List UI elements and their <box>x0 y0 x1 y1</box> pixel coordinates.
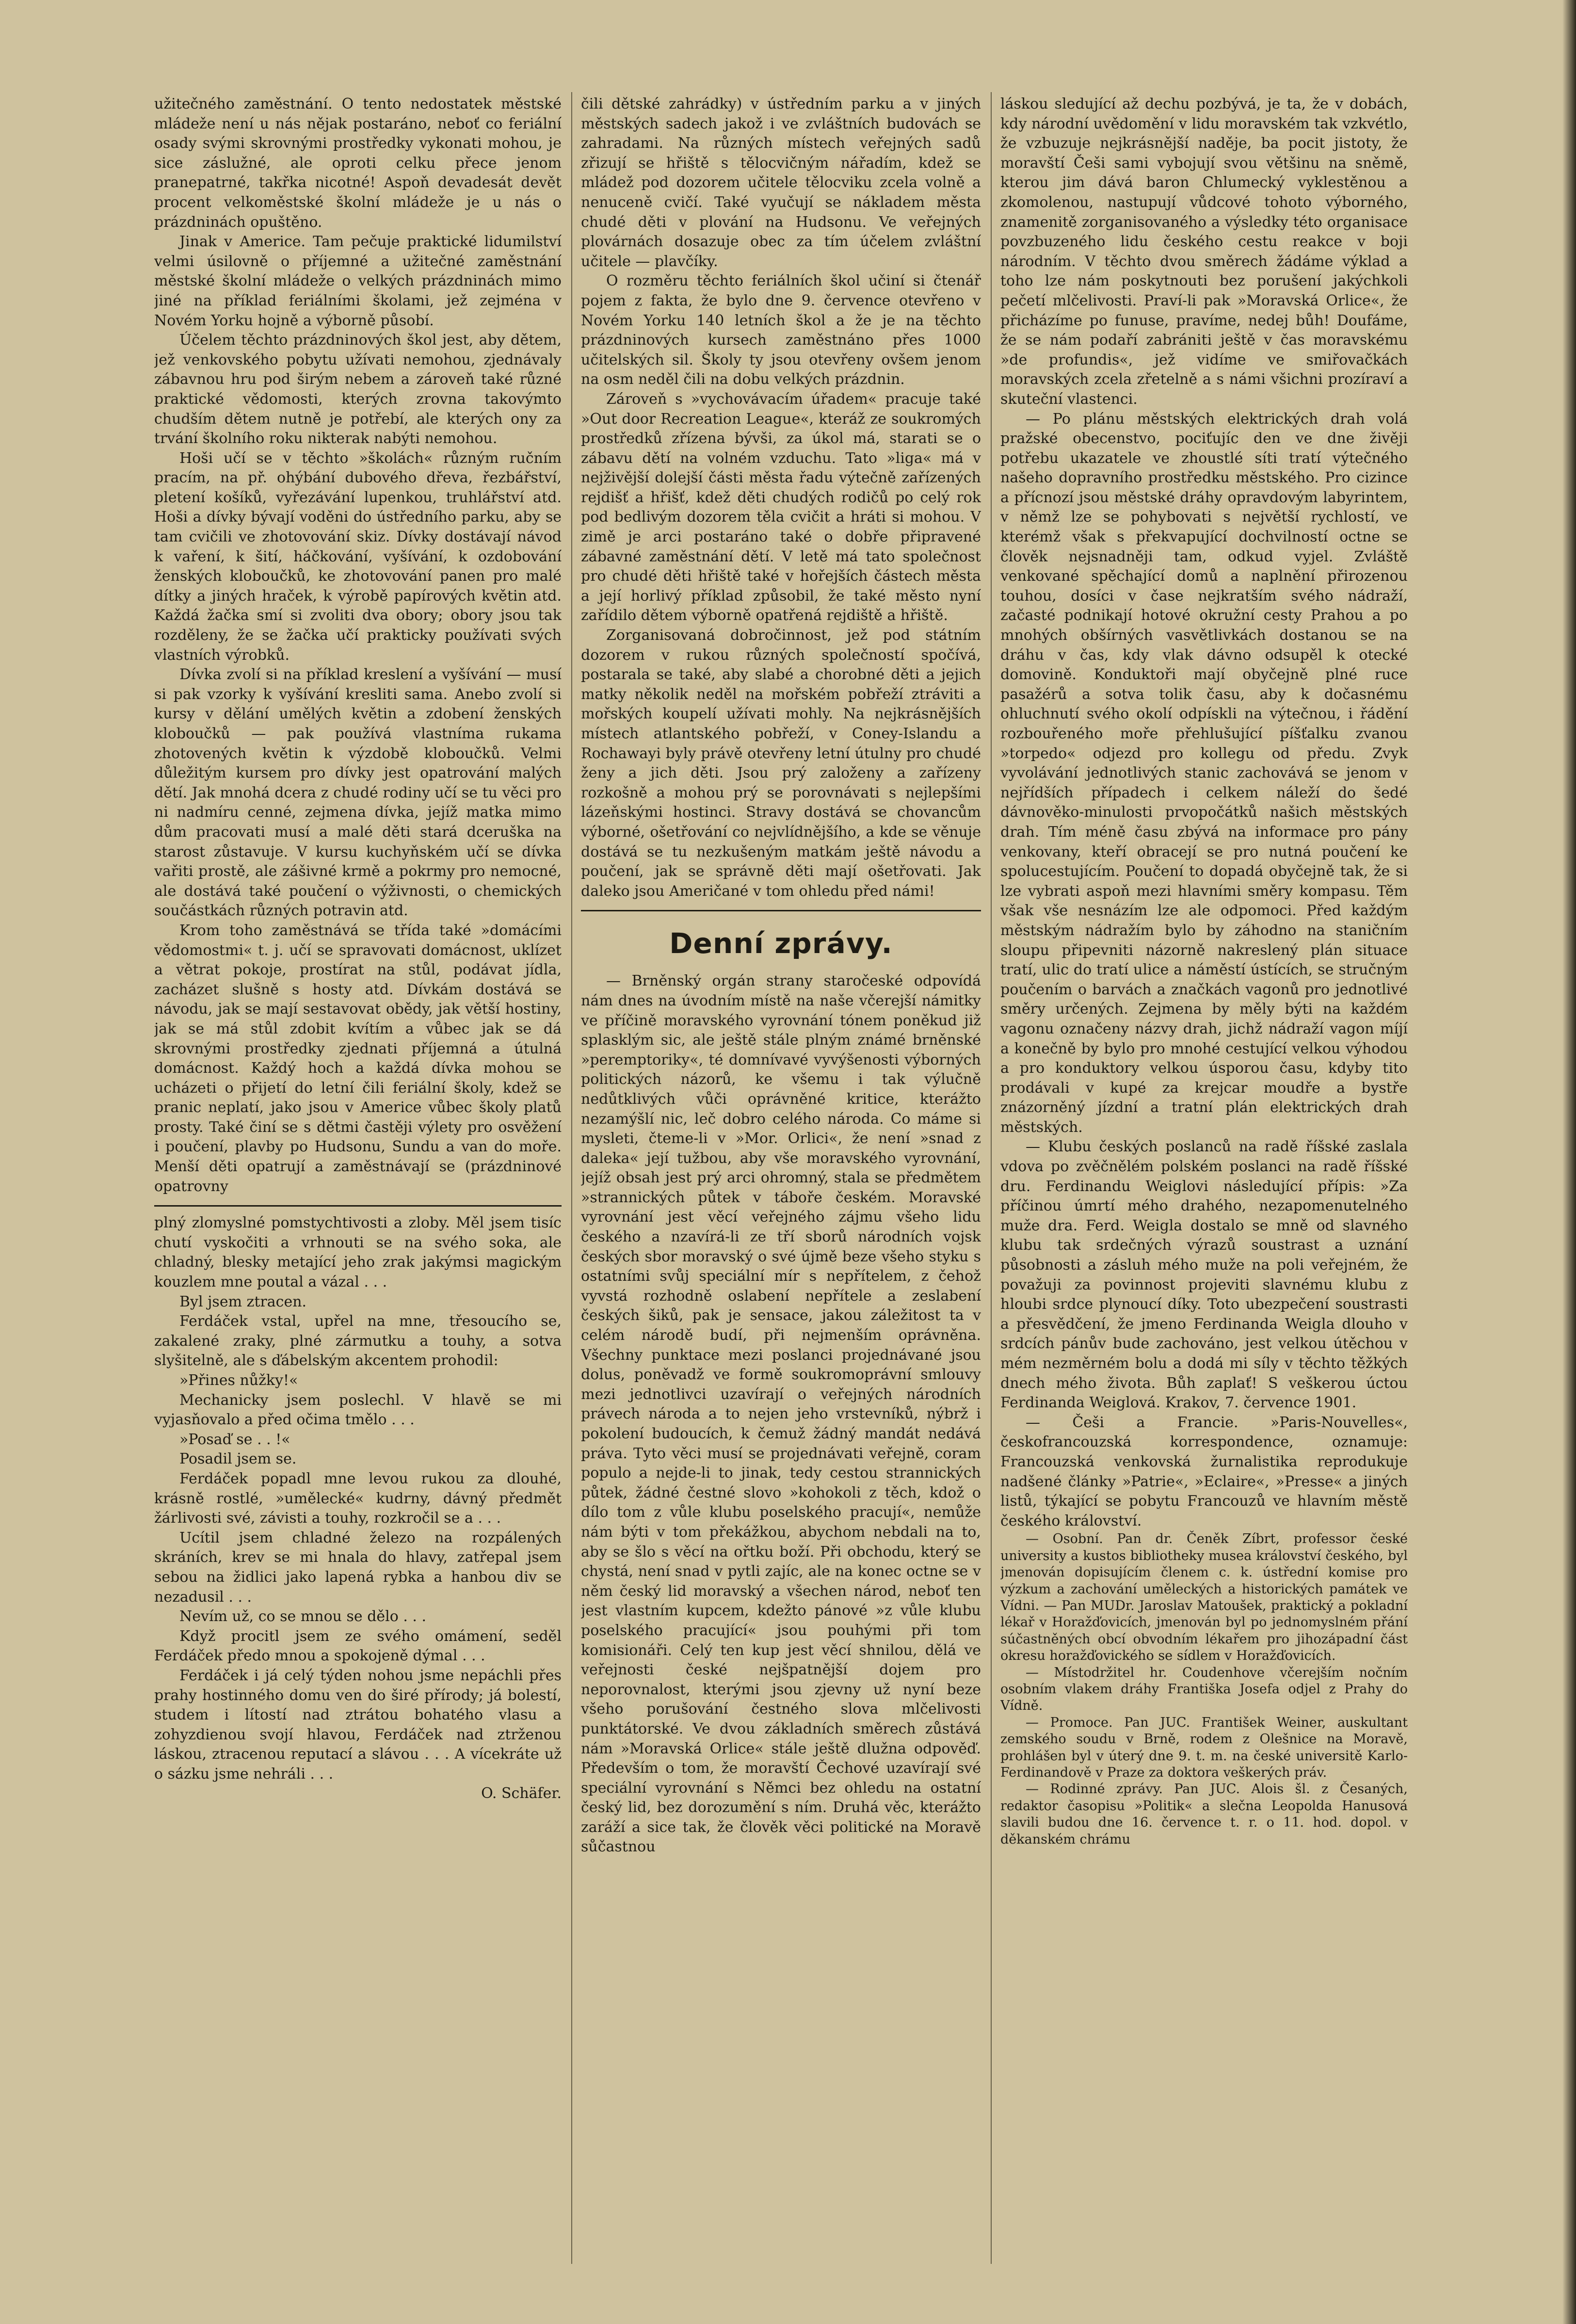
section-rule <box>154 1205 562 1207</box>
author-signature: O. Schäfer. <box>481 1785 562 1802</box>
paragraph: Ferdáček vstal, upřel na mne, třesoucího se, zakalené zraky, plné zármutku a touhy, a sotva slyšitelně, ale s ďábelským akcentem prohodil: <box>154 1313 562 1369</box>
paragraph: Zároveň s »vychovávacím úřadem« pracuje také »Out door Recreation League«, kteráž ze soukromých prostředků zřízena bývši, za úkol má, starati se o zábavu dětí na volném vzduchu. Tato »liga« má v nejživější dolejší části města řadu výtečně zařízených rejdišť a hřišť, kdež děti chudých rodičů po celý rok pod bedlivým dozorem těla cvičit a hráti si mohou. V zimě je arci postaráno také o dobře připravené zábavné zaměstnání dětí. V letě má tato společnost pro chudé děti hřiště také v hořejších částech města a její horlivý příklad způsobil, že také město nyní zařídilo dětem výborně opatřená rejdiště a hřiště. <box>581 390 981 624</box>
column-middle <box>581 95 981 2276</box>
paragraph: Nevím už, co se mnou se dělo . . . <box>179 1608 427 1625</box>
paragraph: láskou sledující až dechu pozbývá, je ta, že v dobách, kdy národní uvědomění v lidu moravském tak vzkvétlo, že vzbuzuje nejkrásnější naděje, ba pocit jistoty, že moravští Češi sami vybojují svou většinu na sněmě, kterou jim dává baron Chlumecký vyklestěnou a zkomolenou, nastupují vůdcové tohoto výborného, znamenitě zorganisovaného a výsledky této organisace povzbuzeného lidu českého cestu reakce v boji národním. V těchto dvou směrech žádáme výklad a toho lze nám poskytnouti bez porušení jakýchkoli pečetí mlčelivosti. Praví-li pak »Moravská Orlice«, že přicházíme po funuse, pravíme, nedej bůh! Doufáme, že se nám podaří zabrániti ještě v čas moravskému »de profundis«, jež vidíme ve smiřovačkách moravských zcela zřetelně a s námi všichni prozíraví a skuteční vlastenci. <box>1000 96 1408 408</box>
paragraph: — Rodinné zprávy. Pan JUC. Alois šl. z Česaných, redaktor časopisu »Politik« a slečna Leopolda Hanusová slavili budou dne 16. července t. r. o 11. hod. dopol. v děkanském chrámu <box>1000 1782 1408 1847</box>
paragraph: — Brněnský orgán strany staročeské odpovídá nám dnes na úvodním místě na naše včerejší námitky ve příčině moravského vyrovnání tónem poněkud již splasklým sic, ale ještě stále plným známé brněnské »peremptoriky«, té domnívavé vyvýšenosti výborných politických názorů, ke všemu i tak výlučně nedůtklivých vůči oprávněné kritice, kterážto nezamýšlí nic, leč dobro celého národa. Co máme si mysleti, čteme-li v »Mor. Orlici«, že není »snad z daleka« její tužbou, aby vše moravského vyrovnání, jejíž obsah jest prý arci ohromný, stala se předmětem »strannických půtek v táboře českém. Moravské vyrovnání jest věcí veřejného zájmu všeho lidu českého a nzavírá-li ze tří sborů národních vojsk českých sbor moravský o své újmě beze všeho styku s ostatními svůj speciální mír s nepřítelem, z čehož vyvstá rozhodně oslabení nepřítele a zeslabení českých šiků, pak je sensace, jakou záležitost ta v celém národě budí, při nejmenším oprávněna. Všechny punktace mezi poslanci projednávané jsou dolus, poněvadž ve formě soukromoprávní smlouvy mezi jednotlivci uzavírají o veřejných národních právech národa a to nejen jeho vrstevníků, nýbrž i pokolení budoucích, k čemuž žádný mandát nedává práva. Tyto věci musí se projednávati veřejně, coram populo a nejde-li to jinak, tedy cestou strannických půtek, žádné čestné slovo »kohokoli z těch, kdož o dílo tom z vůle klubu poselského pracují«, nemůže nám býti v tom překážkou, abychom nebdali na to, aby se šlo s věcí na ořtku boží. Při obchodu, který se chystá, není snad v pytli zajíc, ale na konec octne se v něm český lid moravský a všechen národ, neboť ten jest vlastním kupcem, kdežto pánové »z vůle klubu poselského pracující« jsou pouhými při tom komisionáři. Celý ten kup jest věcí shnilou, dělá ve veřejnosti české nejšpatnější dojem pro neporovnalost, kterými jsou zjevny už nyní beze všeho porušování čestného slova mlčelivosti punktátorské. Ve dvou základních směrech zůstává nám »Moravská Orlice« stále ještě dlužna odpověď. Především o tom, že moravští Čechové uzavírají své speciální vyrovnání s Němci bez ohledu na ostatní český lid, bez dorozumění s ním. Druhá věc, kterážto zaráží a sice tak, že člověk věci politické na Moravě sůčastnou <box>581 972 981 1856</box>
paragraph: Ferdáček popadl mne levou rukou za dlouhé, krásně rostlé, »umělecké« kudrny, dávný předmět žárlivosti své, závisti a touhy, rozkročil se a . . . <box>154 1470 562 1527</box>
section-rule <box>581 910 981 911</box>
paragraph: Krom toho zaměstnává se třída také »domácími vědomostmi« t. j. učí se spravovati domácnost, uklízet a větrat pokoje, prostírat na stůl, podávat jídla, zacházet slušně s hosty atd. Dívkám dostává se návodu, jak se mají sestavovat obědy, jak větší hostiny, jak se má stůl zdobit kvítím a vůbec jak se dá skrovnými prostředky zjednati příjemná a útulná domácnost. Každý hoch a každá dívka mohou se ucházeti o přijetí do letní čili feriální školy, kdež se pranic neplatí, jako jsou v Americe vůbec školy platů prosty. Také činí se s dětmi častěji výlety pro osvěžení i poučení, plavby po Hudsonu, Sundu a van do moře. Menší děti opatrují a zaměstnávají se (prázdninové opatrovny <box>154 922 562 1195</box>
paragraph: — Osobní. Pan dr. Čeněk Zíbrt, professor české university a kustos bibliotheky musea království českého, byl jmenován dopisujícím členem c. k. ústřední komise pro výzkum a zachování uměleckých a historických památek ve Vídni. — Pan MUDr. Jaroslav Matoušek, praktický a pokladní lékař v Horažďovicích, jmenován byl po jednomyslném přání súčastněných obcí obvodním lékařem pro jihozápadní část okresu horažďovického se sídlem v Horažďovicích. <box>1000 1531 1408 1664</box>
paragraph: O rozměru těchto feriálních škol učiní si čtenář pojem z fakta, že bylo dne 9. července otevřeno v Novém Yorku 140 letních škol a že je na těchto prázdninových kursech zaměstnáno přes 1000 učitelských sil. Školy ty jsou otevřeny ovšem jenom na osm neděl čili na dobu velkých prázdnin. <box>581 272 981 388</box>
paragraph: Jinak v Americe. Tam pečuje praktické lidumilství velmi úsilovně o příjemné a užitečné zaměstnání městské školní mládeže o velkých prázdninách mimo jiné na příklad feriálními školami, jež zejména v Novém Yorku hojně a výborně působí. <box>154 233 562 329</box>
paragraph: užitečného zaměstnání. O tento nedostatek městské mládeže není u nás nějak postaráno, neboť co feriální osady svými skrovnými prostředky vykonati mohou, je sice záslužné, ale oproti celku přece jenom pranepatrné, takřka nicotné! Aspoň devadesát devět procent velkoměstské školní mládeže je u nás o prázdninách opuštěno. <box>154 96 562 231</box>
page-edge <box>1562 0 1576 2324</box>
paragraph: Dívka zvolí si na příklad kreslení a vyšívání — musí si pak vzorky k vyšívání kresliti sama. Anebo zvolí si kursy v dělání umělých květin a zdobení ženských kloboučků — pak používá vlastníma rukama zhotovených květin k výzdobě kloboučků. Velmi důležitým kursem pro dívky jest opatrování malých dětí. Jak mnohá dcera z chudé rodiny učí se tu věci pro ni nadmíru cenné, zejmena dívka, jejíž matka mimo dům pracovati musí a malé děti stará dceruška na starost zůstavuje. V kursu kuchyňském učí se dívka vařiti prostě, ale zášivné krmě a pokrmy pro nemocné, ale dostává také poučení o výživnosti, o chemických součástkách různých potravin atd. <box>154 666 562 920</box>
column-right <box>1000 95 1408 2276</box>
paragraph: Byl jsem ztracen. <box>179 1293 307 1310</box>
paragraph: »Přines nůžky!« <box>179 1372 298 1389</box>
paragraph: Když procitl jsem ze svého omámení, seděl Ferdáček předo mnou a spokojeně dýmal . . . <box>154 1627 562 1665</box>
paragraph: — Promoce. Pan JUC. František Weiner, auskultant zemského soudu v Brně, rodem z Olešnice na Moravě, prohlášen byl v úterý dne 9. t. m. na české universitě Karlo-Ferdinandově v Praze za doktora veškerých práv. <box>1000 1715 1408 1781</box>
paragraph: — Klubu českých poslanců na radě říšské zaslala vdova po zvěčnělém polském poslanci na radě říšské dru. Ferdinandu Weiglovi následující přípis: »Za příčinou úmrtí mého drahého, nezapomenutelného muže dra. Ferd. Weigla dostalo se mně od slavného klubu tak srdečných výrazů soustrast a uznání působnosti a zásluh mého muže na poli veřejném, že považuji za povinnost projeviti slavnému klubu z hloubi srdce plynoucí díky. Toto ubezpečení soustrasti a přesvědčení, že jmeno Ferdinanda Weigla dlouho v srdcích pánův bude zachováno, jest velkou útěchou v mém nezměrném bolu a dodá mi síly v těchto těžkých dnech mého života. Bůh zaplať! S veškerou úctou Ferdinanda Weiglová. Krakov, 7. července 1901. <box>1000 1138 1408 1412</box>
paragraph: Zorganisovaná dobročinnost, jež pod státním dozorem v rukou různých společností spočívá, postarala se také, aby slabé a chorobné děti a jejich matky několik neděl na mořském pobřeží ztráviti a mořských koupelí užívati mohly. Na nejkrásnějších místech atlantského pobřeží, v Coney-Islandu a Rochawayi byly právě otevřeny letní útulny pro chudé ženy a jich děti. Jsou prý založeny a zařízeny rozkošně a mohou prý se porovnávati s nejlepšími lázeňskými hostinci. Stravy dostává se chovancům výborné, ošetřování co nejvlídnějšího, a kde se věnuje dostává se tu nezkušeným matkám ještě návodu a poučení, jak se správně děti mají ošetřovati. Jak daleko jsou Američané v tom ohledu před námi! <box>581 627 981 900</box>
paragraph: Účelem těchto prázdninových škol jest, aby dětem, jež venkovského pobytu užívati nemohou, zjednávaly zábavnou hru pod širým nebem a zároveň také různé praktické vědomosti, kterých zrovna takovýmto chudším dětem nutně je potřebí, ale kterých ony za trvání školního roku nikterak nabýti nemohou. <box>154 332 562 447</box>
paragraph: — Po plánu městských elektrických drah volá pražské obecenstvo, pociťujíc den ve dne živěji potřebu ukazatele ve zhoustlé síti tratí výtečného našeho dopravního prostředku městského. Pro cizince a přícnozí jsou městské dráhy opravdovým labyrintem, v němž lze se pohybovati s největší rychlostí, ve kterémž však s překvapující dochvilností octne se člověk nejsnadněji tam, odkud vyjel. Zvláště venkované spěchající domů a naplnění přirozenou touhou, dosíci v čase nejkratším svého nádraží, začasté podnikají hotové okružní cesty Prahou a po mnohých obšírných vasvětlivkách dostanou se na dráhu v čas, kdy vlak dávno odsupěl k otecké domovině. Konduktoři mají obyčejně plné ruce pasažérů a sotva tolik času, aby k dočasnému ohluchnutí svého okolí odpískli na výtečnou, i řádění rozbouřeného moře přehlušující píšťalku zvanou »torpedo« odjezd pro kollegu od předu. Zvyk vyvolávání jednotlivých stanic zachovává se jenom v nejřídších případech i celkem náleží do šedé dávnověko-minulosti prvopočátků našich městských drah. Tím méně času zbývá na informace pro pány venkovany, kteří obracejí se pro nutná poučení ke spolucestujícím. Poučení to dopadá obyčejně tak, že si lze vybrati aspoň mezi hlavními směry kompasu. Těm však vše nesnázím lze ale odpomoci. Před každým městským nádražím bylo by záhodno na staničním sloupu připevniti názorně nakreslený plán situace tratí, ulic do tratí ulice a náměstí ústících, se stručným poučením o barvách a značkách vagonů pro jednotlivé směry určených. Zejmena by měly býti na každém vagonu označeny názvy drah, jichž nádraží vagon míjí a konečně by bylo pro mnohé cestující velkou výhodou a pro konduktory velkou úsporou času, kdyby tito prodávali v kupé za krejcar moudře a bystře znázorněný jízdní a tratní plán elektrických drah městských. <box>1000 410 1408 1136</box>
column-divider <box>571 92 572 2264</box>
paragraph: Ucítil jsem chladné železo na rozpálených skráních, krev se mi hnala do hlavy, zatřepal jsem sebou na židlici jako lapená rybka a hanbou div se nezadusil . . . <box>154 1529 562 1606</box>
paragraph: čili dětské zahrádky) v ústředním parku a v jiných městských sadech jakož i ve zvláštních budovách se zahradami. Na různých místech veřejných sadů zřizují se hřiště s tělocvičným nářadím, kdež se mládež pod dozorem učitele tělocviku zcela volně a nenuceně cvičí. Také vyučují se nákladem města chudé děti v plování na Hudsonu. Ve veřejných plovárnách dosazuje obec za tím účelem zvláštní učitele — plavčíky. <box>581 96 981 270</box>
paragraph: »Posaď se . . !« <box>179 1431 290 1448</box>
column-divider <box>991 92 992 2264</box>
paragraph: Mechanicky jsem poslechl. V hlavě se mi vyjasňovalo a před očima tmělo . . . <box>154 1391 562 1429</box>
paragraph: Posadil jsem se. <box>179 1450 297 1468</box>
paragraph: — Místodržitel hr. Coudenhove včerejším nočním osobním vlakem dráhy Františka Josefa odjel z Prahy do Vídně. <box>1000 1665 1408 1714</box>
paragraph: plný zlomyslné pomstychtivosti a zloby. Měl jsem tisíc chutí vyskočiti a vrhnouti se na svého soka, ale chladný, blesky metající jeho zrak jakýmsi magickým kouzlem mne poutal a vázal . . . <box>154 1214 562 1291</box>
paragraph: Ferdáček i já celý týden nohou jsme nepáchli přes prahy hostinného domu ven do širé přírody; já bolestí, studem i lítostí nad ztrátou bohatého vlasu a zohyzdienou svojí hlavou, Ferdáček nad ztrženou láskou, ztracenou reputací a slávou . . . A vícekráte už o sázku jsme nehráli . . . <box>154 1667 562 1783</box>
paragraph: — Češi a Francie. »Paris-Nouvelles«, českofrancouzská korrespondence, oznamuje: Francouzská venkovská žurnalistika reprodukuje nadšené články »Patrie«, »Eclaire«, »Presse« a jiných listů, týkající se pobytu Francouzů ve hlavním městě českého království. <box>1000 1414 1408 1529</box>
column-left <box>154 95 562 2276</box>
section-heading: Denní zprávy. <box>669 927 893 960</box>
paragraph: Hoši učí se v těchto »školách« různým ručním pracím, na př. ohýbání dubového dřeva, řezbářství, pletení košíků, vyřezávání lupenkou, truhlářství atd. Hoši a dívky bývají voděni do ústředního parku, aby se tam cvičili ve zhotovování skiz. Dívky dostávají návod k vaření, k šití, háčkování, vyšívání, k ozdobování ženských kloboučků, ke zhotovování panen pro malé dítky a jiných hraček, k výrobě papírových květin atd. Každá žačka smí si zvoliti dva obory; obory jsou tak rozděleny, že se žačka učí prakticky používati svých vlastních výrobků. <box>154 449 562 664</box>
